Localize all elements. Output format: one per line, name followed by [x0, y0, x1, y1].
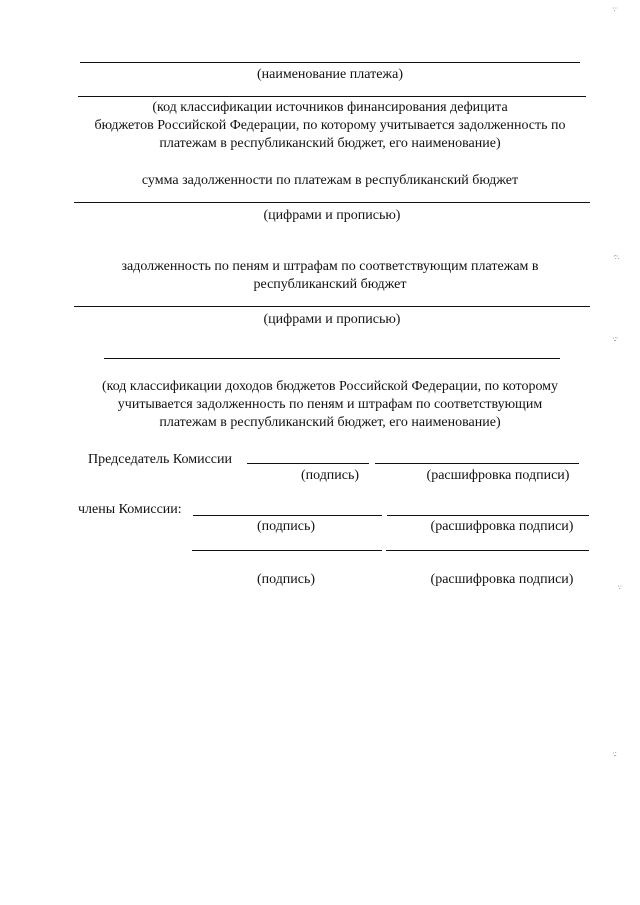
penalty-debt-caption: (цифрами и прописью)	[263, 312, 401, 327]
member-2-decoding-caption: (расшифровка подписи)	[430, 572, 574, 587]
penalty-debt-title-line: республиканский бюджет	[253, 277, 407, 292]
income-code-caption-line: платежам в республиканский бюджет, его наименование)	[159, 415, 501, 430]
scan-speck: ·:·.	[613, 252, 619, 261]
scan-speck: ·.:·	[612, 334, 618, 343]
member-1-decoding-line[interactable]	[387, 515, 589, 516]
source-code-caption-line: бюджетов Российской Федерации, по которому учитывается задолженность по	[94, 118, 566, 133]
source-code-caption-line: платежам в республиканский бюджет, его наименование)	[159, 136, 501, 151]
member-2-decoding-line[interactable]	[386, 550, 589, 551]
payment-name-caption: (наименование платежа)	[257, 67, 403, 82]
penalty-debt-line	[74, 306, 590, 307]
member-1-signature-line[interactable]	[193, 515, 382, 516]
payment-name-line	[80, 62, 580, 63]
scan-speck: ·.·	[617, 582, 622, 591]
penalty-debt-title	[40, 258, 620, 294]
income-code-caption-line: учитывается задолженность по пеням и штрафам по соответствующим	[117, 397, 543, 412]
member-2-signature-caption: (подпись)	[256, 572, 316, 587]
income-code-line	[104, 358, 560, 359]
penalty-debt-title-line: задолженность по пеням и штрафам по соответствующим платежам в	[121, 259, 539, 274]
debt-sum-line	[74, 202, 590, 203]
income-code-caption-line: (код классификации доходов бюджетов Российской Федерации, по которому	[101, 379, 559, 394]
member-2-signature-line[interactable]	[192, 550, 382, 551]
source-code-caption-line: (код классификации источников финансирования дефицита	[152, 100, 508, 115]
chairman-signature-caption: (подпись)	[300, 468, 360, 483]
source-code-caption	[40, 99, 620, 153]
members-label: члены Комиссии:	[78, 502, 182, 517]
scan-speck: ·.·	[612, 4, 617, 13]
chairman-decoding-line[interactable]	[375, 463, 579, 464]
debt-sum-caption: (цифрами и прописью)	[263, 208, 401, 223]
member-1-signature-caption: (подпись)	[256, 519, 316, 534]
scan-speck: ·.:	[612, 749, 616, 758]
chairman-signature-line[interactable]	[247, 463, 369, 464]
debt-sum-title: сумма задолженности по платежам в республиканский бюджет	[141, 173, 519, 188]
source-code-line	[78, 96, 586, 97]
chairman-label: Председатель Комиссии	[88, 452, 232, 467]
income-code-caption	[40, 378, 620, 432]
member-1-decoding-caption: (расшифровка подписи)	[430, 519, 574, 534]
chairman-decoding-caption: (расшифровка подписи)	[426, 468, 570, 483]
